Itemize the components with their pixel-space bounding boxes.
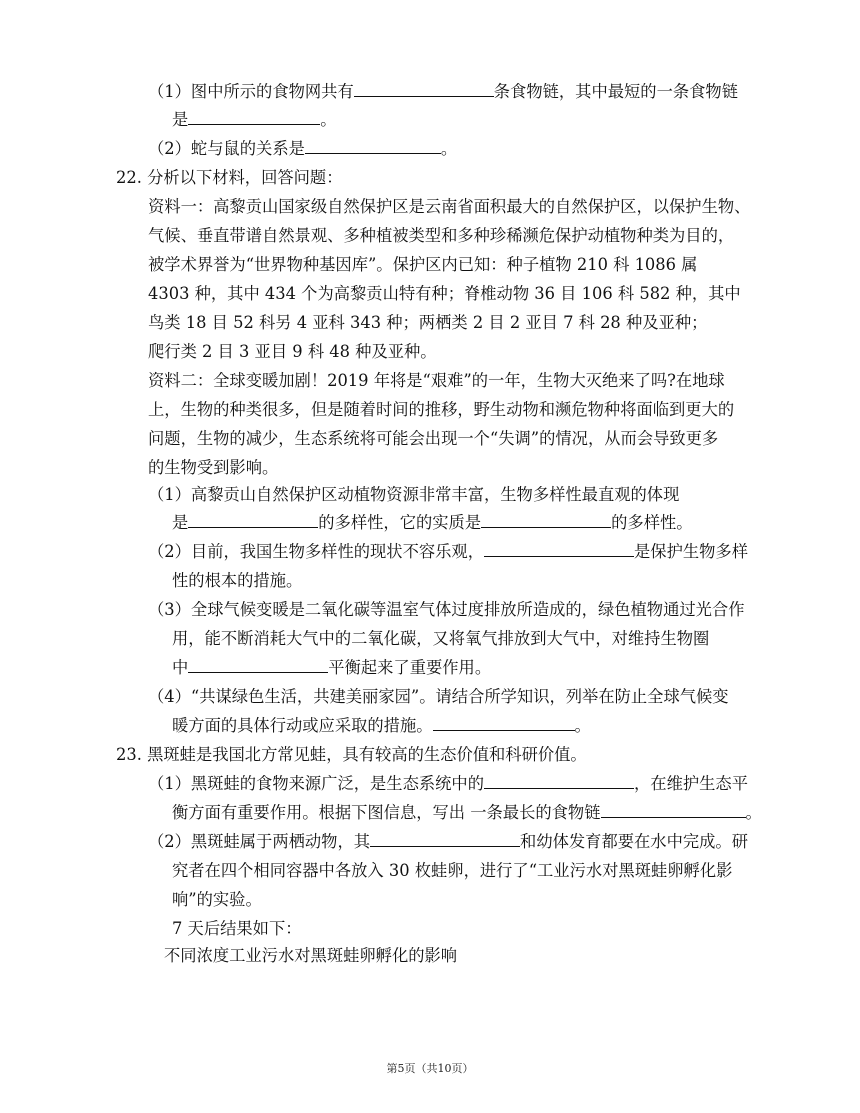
q22-material1-line2: 气候、垂直带谱自然景观、多种植被类型和多种珍稀濒危保护动植物种类为目的， [148,226,735,245]
q22-sub1-text-c: 的多样性。 [611,513,693,532]
q21-part1-text-a: （1）图中所示的食物网共有 [148,82,354,101]
q23-table-title: 不同浓度工业污水对黑斑蛙卵孵化的影响 [164,946,458,965]
q23-sub2-text-a: （2）黑斑蛙属于两栖动物，其 [148,832,371,851]
q22-blank-carbon-oxygen[interactable] [188,656,328,673]
q22-sub3-line1: （3）全球气候变暖是二氧化碳等温室气体过度排放所造成的，绿色植物通过光合作 [148,600,745,619]
q21-blank-snake-mouse[interactable] [305,137,441,154]
q22-material2-line3: 问题，生物的减少，生态系统将可能会出现一个“失调”的情况，从而会导致更多 [148,429,719,448]
q22-sub2-line2: 性的根本的措施。 [172,571,303,590]
q21-part2-text-a: （2）蛇与鼠的关系是 [148,139,305,158]
q22-material1-line3: 被学术界誉为“世界物种基因库”。保护区内已知：种子植物 210 科 1086 属 [148,255,698,274]
q21-part1-text-b: 条食物链，其中最短的一条食物链 [493,82,738,101]
q22-sub1-line1: （1）高黎贡山自然保护区动植物资源非常丰富，生物多样性最直观的体现 [148,485,680,504]
q22-material1-line5: 鸟类 18 目 52 科另 4 亚科 343 种；两栖类 2 目 2 亚目 7 科 28 种及亚种； [148,313,708,332]
q23-stem: 黑斑蛙是我国北方常见蛙，具有较高的生态价值和科研价值。 [147,745,587,764]
q22-sub2-text-a: （2）目前，我国生物多样性的现状不容乐观， [148,542,484,561]
q22-material2-line2: 上，生物的种类很多，但是随着时间的推移，野生动物和濒危物种将面临到更大的 [148,400,735,419]
q22-sub3-line3 [172,656,491,680]
q22-sub3-line2: 用，能不断消耗大气中的二氧化碳，又将氧气排放到大气中，对维持生物圈 [172,629,710,648]
q22-blank-diversity-2[interactable] [481,511,611,528]
q21-part1-text-c: 是 [172,110,189,129]
q22-stem: 分析以下材料，回答问题： [147,168,343,187]
q23-sub1-text-b: ，在维护生态平 [634,774,748,793]
q22-sub4-text-a: 暖方面的具体行动或应采取的措施。 [172,716,433,735]
q22-material1-line1: 资料一：高黎贡山国家级自然保护区是云南省面积最大的自然保护区，以保护生物、 [148,197,751,216]
page-footer: 第5页（共10页） [386,1062,474,1075]
q21-blank-shortest-chain[interactable] [188,108,320,125]
q22-sub3-text-b: 平衡起来了重要作用。 [328,658,492,677]
q22-number: 22. [116,168,142,187]
q23-sub1-text-c: 衡方面有重要作用。根据下图信息，写出 一条最长的食物链 [172,803,601,822]
q22-sub4-line1: （4）“共谋绿色生活，共建美丽家园”。请结合所学知识，列举在防止全球气候变 [148,687,729,706]
q22-material1-line4: 4303 种，其中 434 个为高黎贡山特有种；脊椎动物 36 目 106 科 582 种，其中 [148,284,741,303]
q22-stem-line [116,166,342,190]
q22-sub3-text-a: 中 [172,658,189,677]
q22-blank-protection-measure[interactable] [484,540,634,557]
q22-blank-diversity-1[interactable] [188,511,318,528]
q23-sub1-line2 [172,801,762,825]
q22-sub4-text-b: 。 [574,716,591,735]
q23-stem-line [116,743,587,767]
q22-sub4-line2 [172,714,591,738]
q23-sub2-text-b: 和幼体发育都要在水中完成。研 [520,832,748,851]
q22-sub2-line1 [148,540,748,564]
q23-sub2-line4: 7 天后结果如下： [172,919,302,938]
q23-blank-reproduction[interactable] [370,830,520,847]
q23-sub1-text-a: （1）黑斑蛙的食物来源广泛，是生态系统中的 [148,774,484,793]
q21-part2-text-b: 。 [440,139,458,158]
q22-sub1-line2 [172,511,693,535]
q22-material2-line1: 资料二：全球变暖加剧！2019 年将是“艰难”的一年，生物大灭绝来了吗?在地球 [148,371,725,390]
q22-sub1-text-a: 是 [172,513,189,532]
q21-part1-text-d: 。 [320,110,337,129]
q22-material1-line6: 爬行类 2 目 3 亚目 9 科 48 种及亚种。 [148,342,437,361]
q23-blank-longest-chain[interactable] [601,801,746,818]
q23-sub2-line1 [148,830,748,854]
q23-sub2-line2: 究者在四个相同容器中各放入 30 枚蛙卵，进行了“工业污水对黑斑蛙卵孵化影 [172,861,733,880]
q23-sub2-line3: 响”的实验。 [172,890,262,909]
q22-blank-climate-action[interactable] [433,714,575,731]
q23-sub1-text-d: 。 [745,803,762,822]
q23-number: 23. [116,745,142,764]
q23-sub1-line1 [148,772,748,796]
q21-part1-line2 [172,108,337,132]
q22-sub1-text-b: 的多样性，它的实质是 [318,513,482,532]
q21-part2-line [148,137,457,161]
q21-blank-chain-count[interactable] [354,80,494,97]
q22-material2-line4: 的生物受到影响。 [148,458,279,477]
q23-blank-ecosystem-role[interactable] [484,772,634,789]
q21-part1-line1 [148,80,738,104]
q22-sub2-text-b: 是保护生物多样 [634,542,748,561]
